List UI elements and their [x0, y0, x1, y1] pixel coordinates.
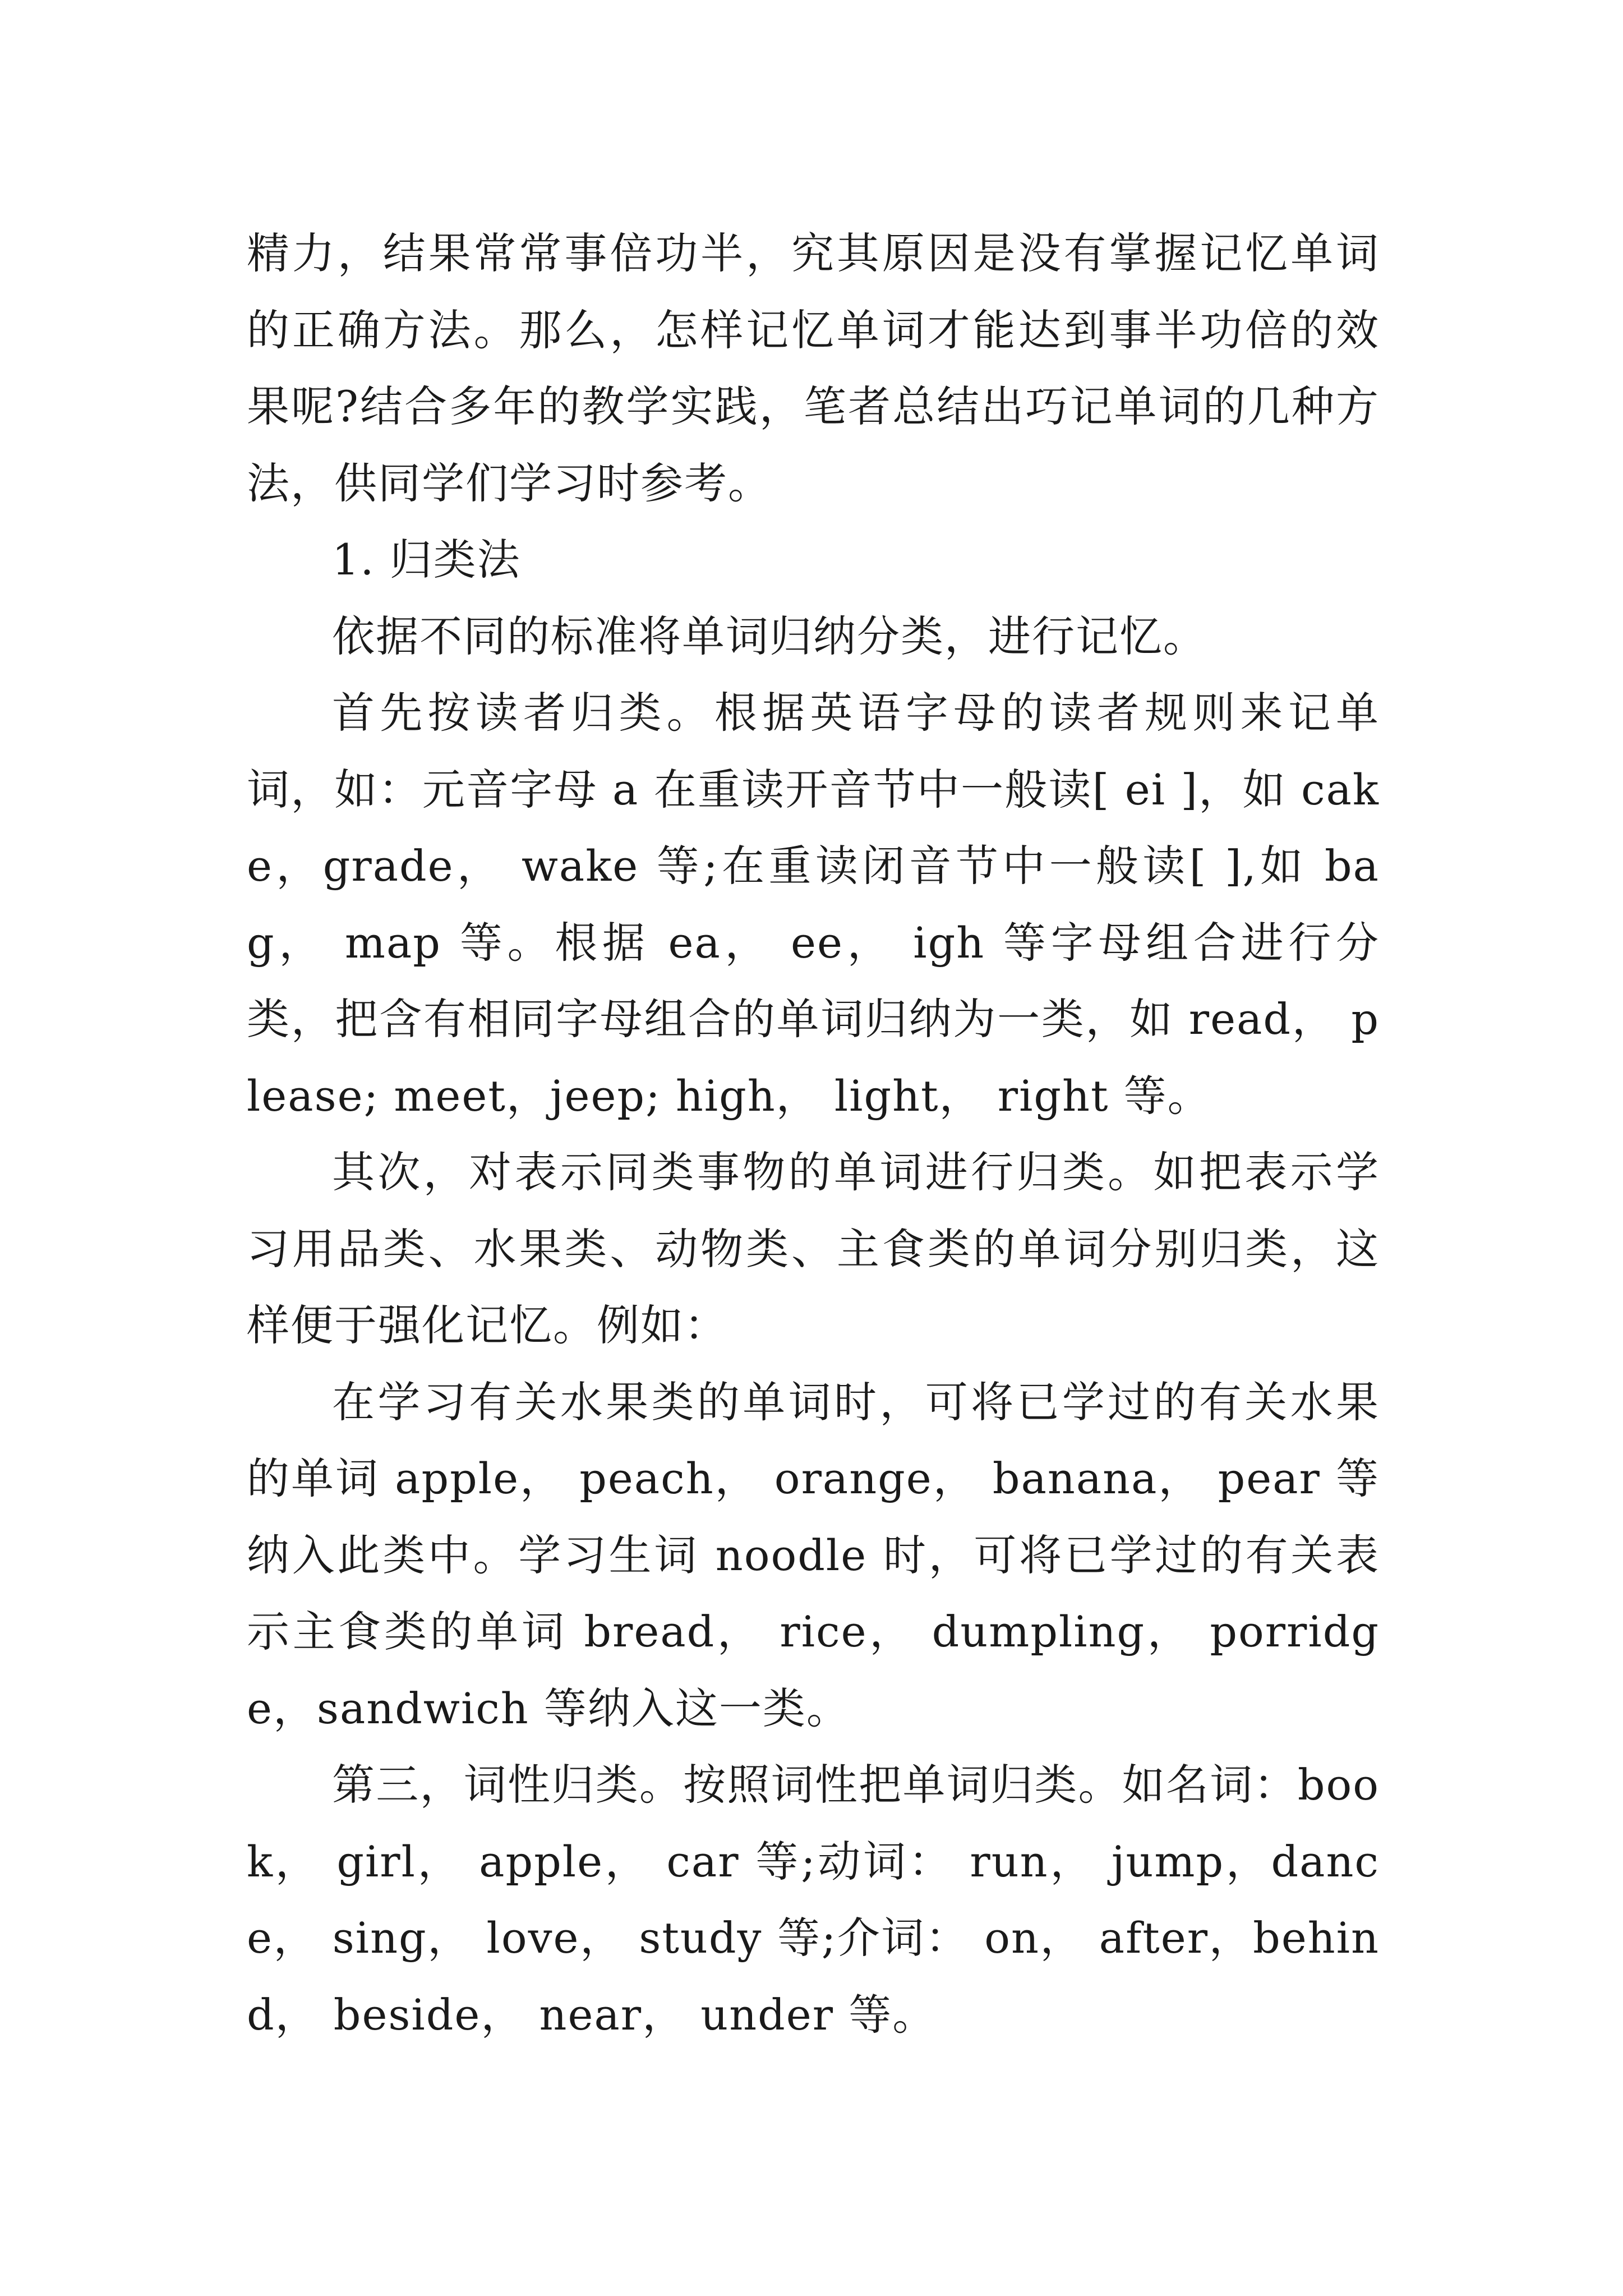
paragraph-method-description: 依据不同的标准将单词归纳分类，进行记忆。	[332, 611, 1207, 661]
section-heading: 1. 归类法	[332, 535, 521, 585]
paragraph-intro-continued: 精力，结果常常事倍功半，究其原因是没有掌握记忆单词的正确方法。那么，怎样记忆单词才能达到事半功倍的效果呢?结合多年的教学实践，笔者总结出巧记单词的几种方法，供同学们学习时参考。	[247, 228, 1380, 508]
paragraph-classification-by-pronunciation: 首先按读者归类。根据英语字母的读者规则来记单词，如：元音字母 a 在重读开音节中一般读[ ei ]，如 cake，grade， wake 等;在重读闭音节中一般读[ ],如 bag， map 等。根据 ea， ee， igh 等字母组合进行分类，把含有相同字母组合的单词归纳为一类，如 read， please; meet，jeep; high， light， right 等。	[247, 688, 1380, 1121]
paragraph-fruit-and-food-example: 在学习有关水果类的单词时，可将已学过的有关水果的单词 apple， peach， orange， banana， pear 等纳入此类中。学习生词 noodle 时，可将已学过的有关表示主食类的单词 bread， rice， dumpling， porridge，sandwich 等纳入这一类。	[247, 1377, 1380, 1733]
paragraph-classification-by-part-of-speech: 第三，词性归类。按照词性把单词归类。如名词：book， girl， apple， car 等;动词： run， jump，dance， sing， love， study 等;介词： on， after，behind， beside， near， under 等。	[247, 1760, 1380, 2040]
paragraph-classification-by-category: 其次，对表示同类事物的单词进行归类。如把表示学习用品类、水果类、动物类、主食类的单词分别归类，这样便于强化记忆。例如：	[247, 1147, 1380, 1350]
document-body	[247, 215, 1380, 2053]
